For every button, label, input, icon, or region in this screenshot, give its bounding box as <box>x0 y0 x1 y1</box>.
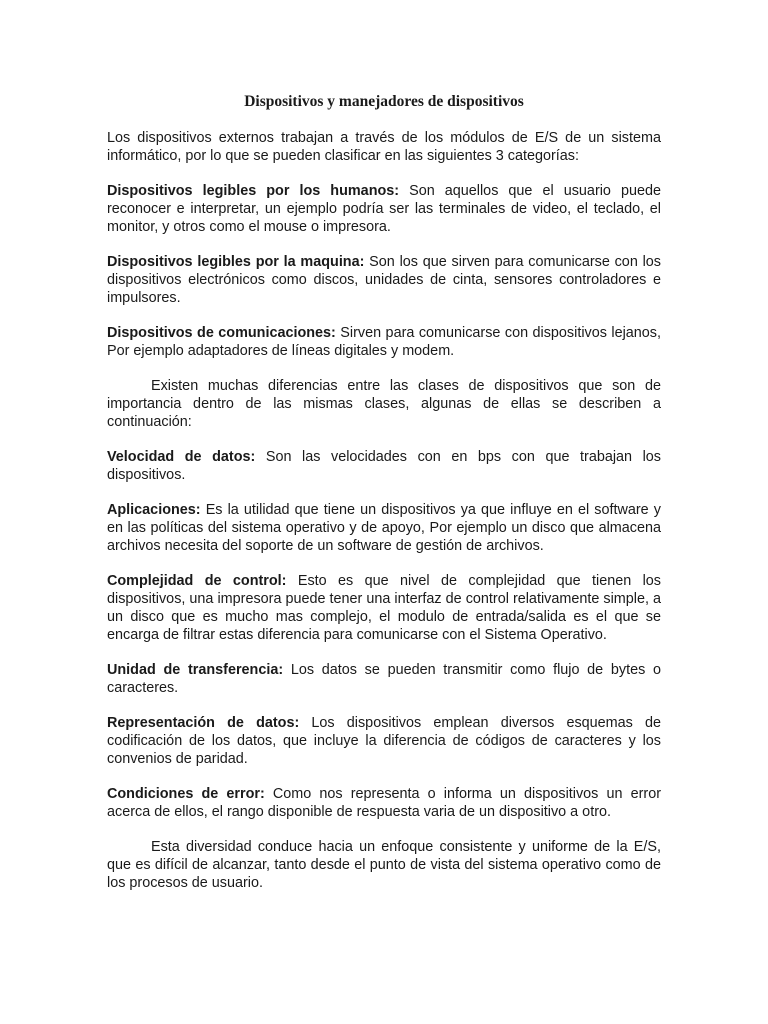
difference-paragraph <box>107 785 661 821</box>
difference-term: Complejidad de control: <box>107 573 287 589</box>
category-paragraph <box>107 324 661 360</box>
document-page <box>107 92 661 909</box>
difference-text: Los dispositivos emplean diversos esquemas de codificación de los datos, que incluye la diferencia de códigos de caracteres y los convenios de paridad. <box>107 715 662 767</box>
category-paragraph <box>107 253 661 307</box>
difference-paragraph <box>107 501 661 555</box>
category-term: Dispositivos de comunicaciones: <box>107 325 336 341</box>
category-text: Son los que sirven para comunicarse con los dispositivos electrónicos como discos, unidades de cinta, sensores controladores e impulsores. <box>107 254 661 306</box>
difference-paragraph <box>107 448 661 484</box>
difference-text: Como nos representa o informa un dispositivos un error acerca de ellos, el rango disponible de respuesta varia de un dispositivo a otro. <box>107 786 662 820</box>
difference-term: Representación de datos: <box>107 715 300 731</box>
conclusion-paragraph: Esta diversidad conduce hacia un enfoque consistente y uniforme de la E/S, que es difícil de alcanzar, tanto desde el punto de vista del sistema operativo como de los procesos de usuario. <box>107 839 661 891</box>
category-paragraph <box>107 182 661 236</box>
category-text: Son aquellos que el usuario puede reconocer e interpretar, un ejemplo podría ser las terminales de video, el teclado, el monitor, y otros como el mouse o impresora. <box>107 183 661 235</box>
difference-text: Es la utilidad que tiene un dispositivos ya que influye en el software y en las políticas del sistema operativo y de apoyo, Por ejemplo un disco que almacena archivos necesita del soporte de un software de gestión de archivos. <box>107 502 661 554</box>
difference-term: Unidad de transferencia: <box>107 662 284 678</box>
difference-paragraph <box>107 714 661 768</box>
difference-text: Los datos se pueden transmitir como flujo de bytes o caracteres. <box>107 662 661 696</box>
category-term: Dispositivos legibles por los humanos: <box>107 183 400 199</box>
difference-term: Aplicaciones: <box>107 502 201 518</box>
difference-term: Velocidad de datos: <box>107 449 256 465</box>
category-text: Sirven para comunicarse con dispositivos lejanos, Por ejemplo adaptadores de líneas digitales y modem. <box>107 325 661 359</box>
difference-text: Son las velocidades con en bps con que trabajan los dispositivos. <box>107 449 661 483</box>
difference-term: Condiciones de error: <box>107 786 265 802</box>
differences-intro-paragraph: Existen muchas diferencias entre las clases de dispositivos que son de importancia dentro de las mismas clases, algunas de ellas se describen a continuación: <box>107 378 661 430</box>
intro-paragraph: Los dispositivos externos trabajan a través de los módulos de E/S de un sistema informático, por lo que se pueden clasificar en las siguientes 3 categorías: <box>107 130 661 164</box>
document-title: Dispositivos y manejadores de dispositivos <box>244 93 524 110</box>
category-term: Dispositivos legibles por la maquina: <box>107 254 365 270</box>
difference-text: Esto es que nivel de complejidad que tienen los dispositivos, una impresora puede tener una interfaz de control relativamente simple, a un disco que es mucho mas complejo, el modulo de entrada/salida es el que se encarga de filtrar estas diferencia para comunicarse con el Sistema Operativo. <box>107 573 661 643</box>
difference-paragraph <box>107 572 661 644</box>
difference-paragraph <box>107 661 661 697</box>
